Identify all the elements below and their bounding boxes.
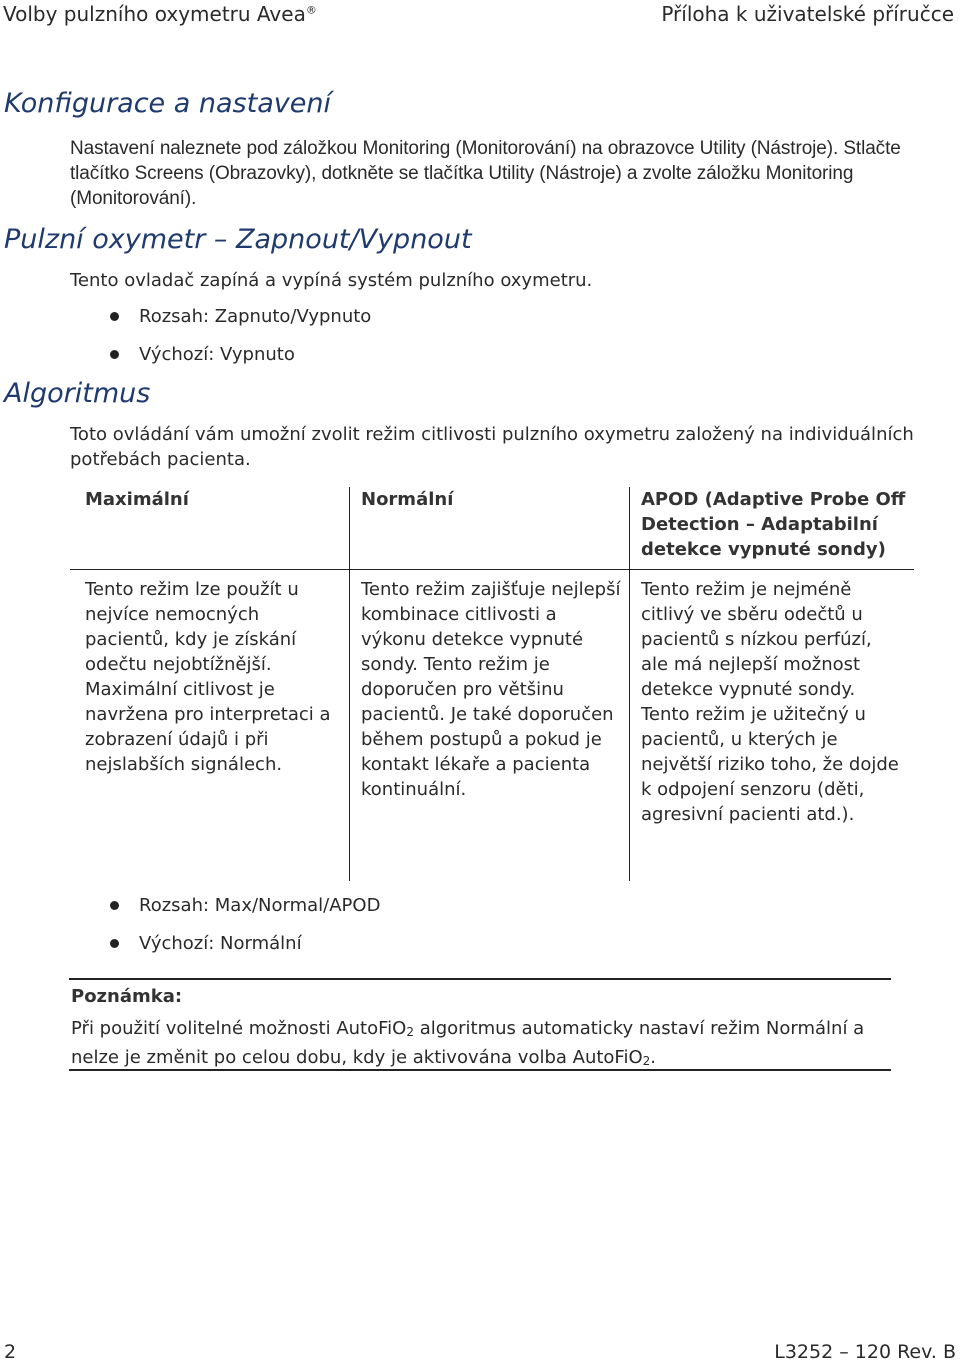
column-maximum: [85, 487, 335, 512]
column-divider: [629, 487, 630, 881]
algorithm-bullet-list: [110, 893, 380, 969]
configuration-paragraph: Nastavení naleznete pod záložkou Monitoring (Monitorování) na obrazovce Utility (Nástroje). Stlačte tlačítko Screens (Obrazovky), dotkněte se tlačítka Utility (Nástroje) a zvolte záložku Monitoring (Monitorování).: [70, 138, 901, 209]
pulse-oximeter-bullet-list: [110, 304, 371, 380]
document-id: L3252 – 120 Rev. B: [774, 1341, 956, 1363]
running-header-subtitle: Příloha k uživatelské příručce: [661, 2, 954, 26]
column-header-apod: APOD (Adaptive Probe Off Detection – Adaptabilní detekce vypnuté sondy): [641, 489, 906, 560]
algorithm-paragraph: Toto ovládání vám umožní zvolit režim citlivosti pulzního oxymetru založený na individuálních potřebách pacienta.: [70, 424, 914, 470]
pulse-oximeter-paragraph: Tento ovladač zapíná a vypíná systém pulzního oxymetru.: [70, 270, 593, 291]
bullet-dot-icon: [110, 901, 119, 910]
section-heading-pulse-oximeter: Pulzní oxymetr – Zapnout/Vypnout: [4, 224, 472, 255]
section-heading-algorithm: Algoritmus: [4, 378, 151, 409]
bullet-range: Rozsah: Max/Normal/APOD: [110, 893, 380, 931]
note-bottom-rule: [69, 1069, 891, 1071]
note-title: Poznámka:: [71, 986, 183, 1007]
column-body-normal: Tento režim zajišťuje nejlepší kombinace citlivosti a výkonu detekce vypnuté sondy. Tento režim je doporučen pro většinu pacientů. Je také doporučen během postupů a pokud je kontakt lékaře a pacienta kontinuální.: [361, 579, 621, 800]
column-header-maximum: Maximální: [85, 489, 189, 510]
bullet-dot-icon: [110, 939, 119, 948]
column-header-normal: Normální: [361, 489, 454, 510]
column-normal: [361, 487, 623, 512]
column-body-apod: Tento režim je nejméně citlivý ve sběru odečtů u pacientů s nízkou perfúzí, ale má nejlepší možnost detekce vypnuté sondy. Tento režim je užitečný u pacientů, u kterých je největší riziko toho, že dojde k odpojení senzoru (děti, agresivní pacienti atd.).: [641, 579, 899, 825]
column-divider: [349, 487, 350, 881]
sensitivity-modes-table: [70, 487, 914, 881]
column-body-maximum: Tento režim lze použít u nejvíce nemocných pacientů, kdy je získání odečtu nejobtížnější. Maximální citlivost je navržena pro interpretaci a zobrazení údajů i při nejslabších signálech.: [85, 579, 331, 775]
header-row-rule: [70, 569, 914, 570]
note-top-rule: [69, 978, 891, 980]
registered-mark: ®: [305, 3, 317, 17]
column-apod: [641, 487, 909, 562]
bullet-dot-icon: [110, 312, 119, 321]
page-number: 2: [4, 1341, 17, 1363]
bullet-dot-icon: [110, 350, 119, 359]
running-header-title: Volby pulzního oxymetru Avea®: [3, 2, 317, 26]
note-body: Při použití volitelné možnosti AutoFiO2 algoritmus automaticky nastaví režim Normální a nelze je změnit po celou dobu, kdy je aktivována volba AutoFiO2.: [71, 1018, 865, 1068]
bullet-default: Výchozí: Normální: [110, 931, 380, 969]
bullet-default: Výchozí: Vypnuto: [110, 342, 371, 380]
bullet-range: Rozsah: Zapnuto/Vypnuto: [110, 304, 371, 342]
section-heading-configuration: Konfigurace a nastavení: [4, 88, 331, 119]
